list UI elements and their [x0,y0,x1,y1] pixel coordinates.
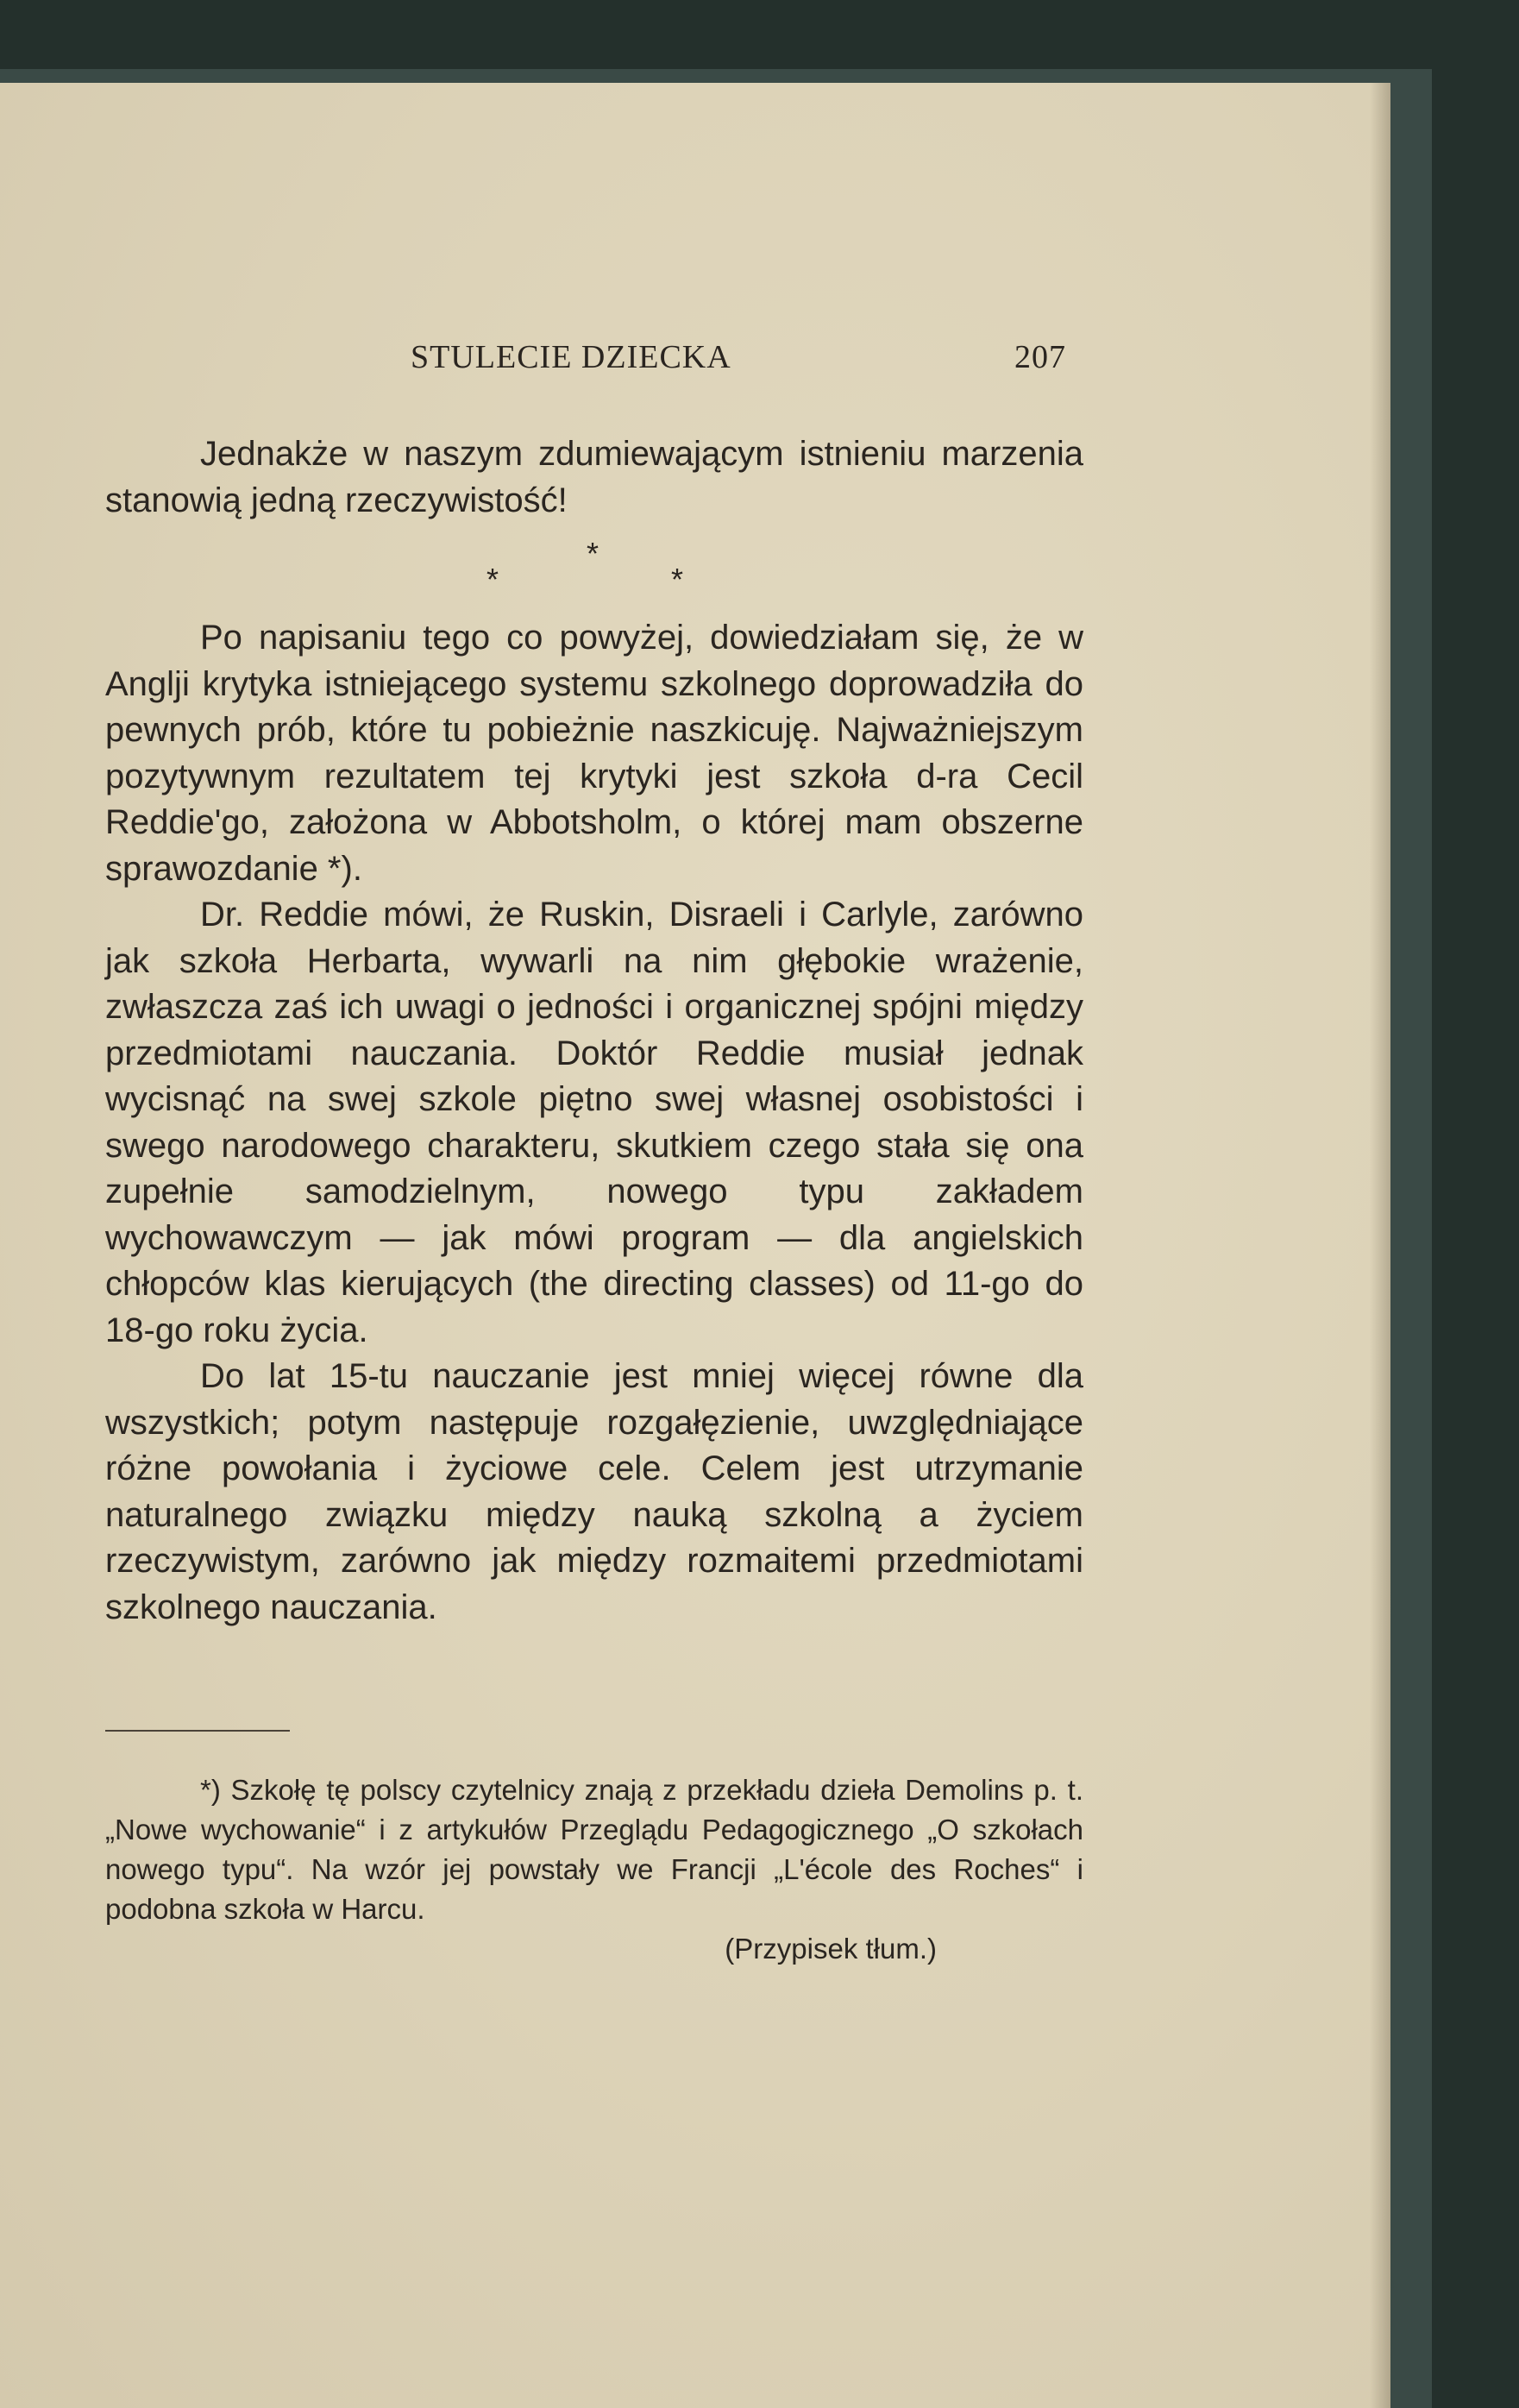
running-head [411,338,1066,383]
paragraph-3: Dr. Reddie mówi, że Ruskin, Disraeli i Carlyle, zarówno jak szkoła Herbarta, wywarli na nim głębokie wrażenie, zwłaszcza zaś ich uwagi o jedności i organicznej spójni między przedmiotami nauczania. Doktór Reddie musiał jednak wycisnąć na swej szkole piętno swej własnej osobistości i swego narodowego charakteru, skutkiem czego stała się ona zupełnie samodzielnym, nowego typu zakładem wychowawczym — jak mówi program — dla angielskich chłopców klas kierujących (the directing classes) od 11-go do 18-go roku życia. [105,896,1083,1349]
asterism-divider [105,524,1083,615]
asterism-star-left: * [486,562,499,597]
footnote-credit: (Przypisek tłum.) [725,1933,937,1965]
paragraph-2: Po napisaniu tego co powyżej, dowiedziałam się, że w Anglji krytyka istniejącego systemu szkolnego doprowadziła do pewnych prób, które tu pobieżnie naszkicuję. Najważniejszym pozytywnym rezultatem tej krytyki jest szkoła d-ra Cecil Reddie'go, założona w Abbotsholm, o której mam obszerne sprawozdanie *). [105,619,1083,888]
page-edge-shadow [1370,83,1390,2408]
paragraph-4: Do lat 15-tu nauczanie jest mniej więcej równe dla wszystkich; potym następuje rozgałęzienie, uwzględniające różne powołania i życiowe cele. Celem jest utrzymanie naturalnego związku między nauką szkolną a życiem rzeczywistym, zarówno jak między rozmaitemi przedmiotami szkolnego nauczania. [105,1357,1083,1626]
footnote [105,1770,1083,1969]
footnote-text: *) Szkołę tę polscy czytelnicy znają z przekładu dzieła Demolins p. t. „Nowe wychowanie“ i z artykułów Przeglądu Pedagogicznego „O szkołach nowego typu“. Na wzór jej powstały we Francji „L'école des Roches“ i podobna szkoła w Harcu. [105,1774,1083,1925]
running-head-title: STULECIE DZIECKA [411,339,731,375]
page-number: 207 [1014,339,1066,375]
body-text [105,431,1083,1631]
asterism-star-top: * [587,536,599,571]
footnote-separator-rule [105,1730,290,1732]
asterism-star-right: * [671,562,684,597]
paragraph-1: Jednakże w naszym zdumiewającym istnieniu marzenia stanowią jedną rzeczywistość! [105,435,1083,519]
